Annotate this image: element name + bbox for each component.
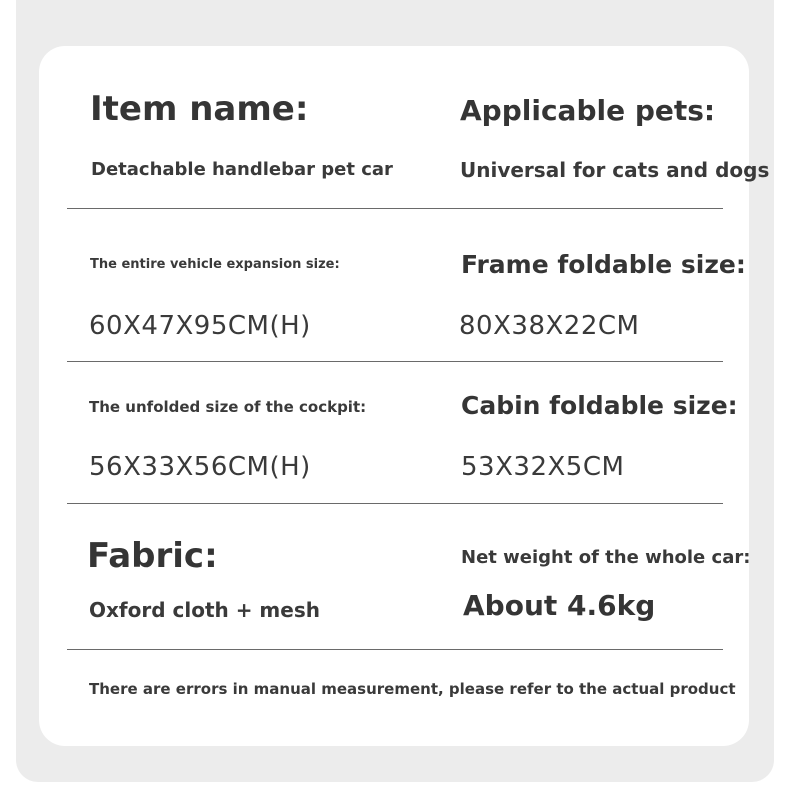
fabric-label: Fabric: — [87, 536, 218, 576]
divider-2 — [67, 361, 723, 362]
frame-foldable-label: Frame foldable size: — [461, 250, 746, 279]
item-name-label: Item name: — [90, 89, 309, 129]
net-weight-label: Net weight of the whole car: — [461, 547, 751, 568]
cabin-foldable-label: Cabin foldable size: — [461, 391, 738, 420]
divider-4 — [67, 649, 723, 650]
expansion-size-value: 60X47X95CM(H) — [89, 311, 311, 341]
net-weight-value: About 4.6kg — [463, 589, 656, 622]
divider-3 — [67, 503, 723, 504]
frame-foldable-value: 80X38X22CM — [459, 311, 640, 341]
cockpit-size-value: 56X33X56CM(H) — [89, 452, 311, 482]
applicable-pets-label: Applicable pets: — [460, 94, 716, 127]
cockpit-size-label: The unfolded size of the cockpit: — [89, 398, 367, 416]
divider-1 — [67, 208, 723, 209]
item-name-value: Detachable handlebar pet car — [91, 159, 393, 180]
cabin-foldable-value: 53X32X5CM — [461, 452, 625, 482]
fabric-value: Oxford cloth + mesh — [89, 598, 320, 622]
expansion-size-label: The entire vehicle expansion size: — [90, 257, 340, 272]
applicable-pets-value: Universal for cats and dogs — [460, 158, 770, 182]
measurement-note: There are errors in manual measurement, please refer to the actual product — [89, 680, 736, 698]
